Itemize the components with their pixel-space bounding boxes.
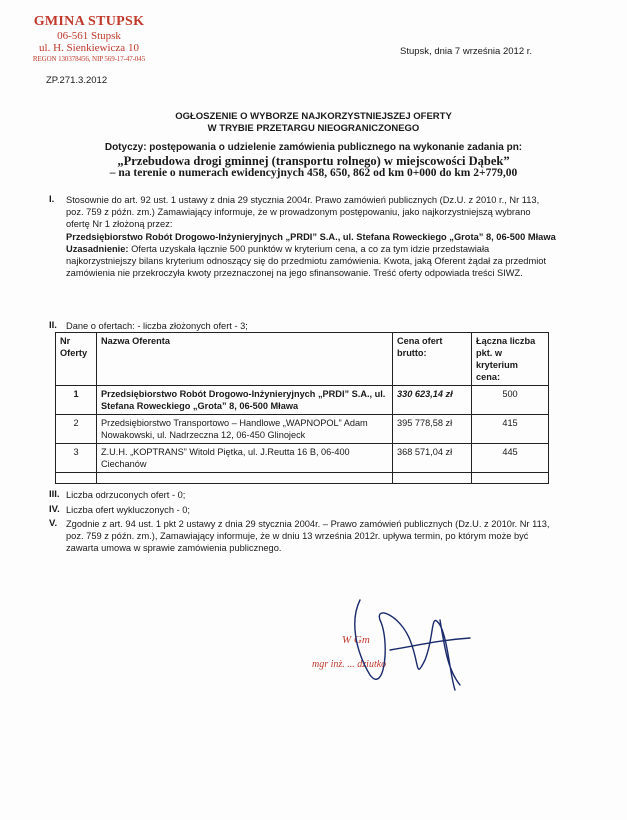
subject-task-name: „Przebudowa drogi gminnej (transportu rolnego) w miejscowości Dąbek” <box>117 154 510 168</box>
gross-price: 330 623,14 zł <box>393 386 472 415</box>
handwritten-signature <box>330 580 510 700</box>
subject-intro: Dotyczy: postępowania o udzielenie zamówienia publicznego na wykonanie zadania pn: <box>104 142 523 153</box>
stamp-line-4: REGON 130378456, NIP 569-17-47-045 <box>32 55 146 63</box>
gross-price: 395 778,58 zł <box>393 415 472 444</box>
table-row <box>56 386 549 415</box>
section-1-body <box>66 194 556 279</box>
total-points: 500 <box>472 386 549 415</box>
stamp-line-3: ul. H. Sienkiewicza 10 <box>39 42 139 54</box>
document-title: OGŁOSZENIE O WYBORZE NAJKORZYSTNIEJSZEJ OFERTY <box>175 111 452 122</box>
subject-location: – na terenie o numerach ewidencyjnych 458, 650, 862 od km 0+000 do km 2+779,00 <box>109 167 518 179</box>
document-subtitle: W TRYBIE PRZETARGU NIEOGRANICZONEGO <box>207 123 420 134</box>
section-5-number: V. <box>49 518 58 529</box>
header-total-points: Łączna liczba pkt. w kryterium cena: <box>472 333 549 386</box>
bidder-name: Przedsiębiorstwo Transportowo – Handlowe „WAPNOPOL” Adam Nowakowski, ul. Nadrzeczna 12, 06-450 Glinojeck <box>97 415 393 444</box>
section-2-text: Dane o ofertach: - liczba złożonych ofert - 3; <box>66 321 248 331</box>
justification-text: Oferta uzyskała łącznie 500 punktów w kryterium cena, a co za tym idzie przedstawiała najkorzystniejszy bilans kryterium odnoszący się do przedmiotu zamówienia. Kwota, jaką Oferent żądał za przedmiot zamówienia nie przekroczyła kwoty przeznaczonej na jego sfinansowanie. Treść oferty odpowiada treści SIWZ. <box>66 243 547 279</box>
table-row <box>56 444 549 473</box>
header-bidder-name: Nazwa Oferenta <box>97 333 393 386</box>
selected-contractor: Przedsiębiorstwo Robót Drogowo-Inżynieryjnych „PRDI” S.A., ul. Stefana Roweckiego „Grota” 8, 06-500 Mława <box>66 231 556 242</box>
table-spacer-row <box>56 473 549 484</box>
offer-number: 2 <box>56 415 97 444</box>
section-1-paragraph: Stosownie do art. 92 ust. 1 ustawy z dnia 29 stycznia 2004r. Prawo zamówień publicznych (Dz.U. z 2010 r., Nr 113, poz. 759 z późn. zm.) Zamawiający informuje, że w prowadzonym postępowaniu, jako najkorzystniejszą wybrano ofertę Nr 1 złożoną przez: <box>66 195 540 230</box>
stamp-line-2: 06-561 Stupsk <box>57 30 121 42</box>
header-gross-price: Cena ofert brutto: <box>393 333 472 386</box>
offers-table <box>55 332 549 484</box>
signature-stamp-top: W Gm <box>342 634 370 646</box>
municipality-stamp <box>14 14 164 64</box>
justification-label: Uzasadnienie: <box>66 243 129 254</box>
stamp-line-1: GMINA STUPSK <box>33 14 145 29</box>
header-offer-number: Nr Oferty <box>56 333 97 386</box>
bidder-name: Przedsiębiorstwo Robót Drogowo-Inżynieryjnych „PRDI” S.A., ul. Stefana Roweckiego „Grota” 8, 06-500 Mława <box>97 386 393 415</box>
bidder-name: Z.U.H. „KOPTRANS” Witold Piętka, ul. J.Reutta 16 B, 06-400 Ciechanów <box>97 444 393 473</box>
reference-number: ZP.271.3.2012 <box>46 75 108 86</box>
total-points: 415 <box>472 415 549 444</box>
section-3-number: III. <box>49 489 60 500</box>
justification <box>66 243 556 280</box>
gross-price: 368 571,04 zł <box>393 444 472 473</box>
section-2-number: II. <box>49 320 57 331</box>
table-row <box>56 415 549 444</box>
section-4-number: IV. <box>49 504 60 515</box>
section-3-text: Liczba odrzuconych ofert - 0; <box>66 490 186 500</box>
total-points: 445 <box>472 444 549 473</box>
offer-number: 1 <box>56 386 97 415</box>
signature-stamp-name: mgr inż. ... dziutko <box>312 659 387 670</box>
table-header-row <box>56 333 549 386</box>
section-4-text: Liczba ofert wykluczonych - 0; <box>66 505 191 515</box>
place-and-date: Stupsk, dnia 7 września 2012 r. <box>400 46 533 57</box>
section-1-number: I. <box>49 194 55 205</box>
section-5-text: Zgodnie z art. 94 ust. 1 pkt 2 ustawy z dnia 29 stycznia 2004r. – Prawo zamówień publicznych (Dz.U. z 2010r. Nr 113, poz. 759 z późn. zm.), Zamawiający informuje, że w dniu 13 września 2012r. upływa termin, po którym może być zawarta umowa w sprawie zamówienia publicznego. <box>66 519 550 554</box>
offer-number: 3 <box>56 444 97 473</box>
